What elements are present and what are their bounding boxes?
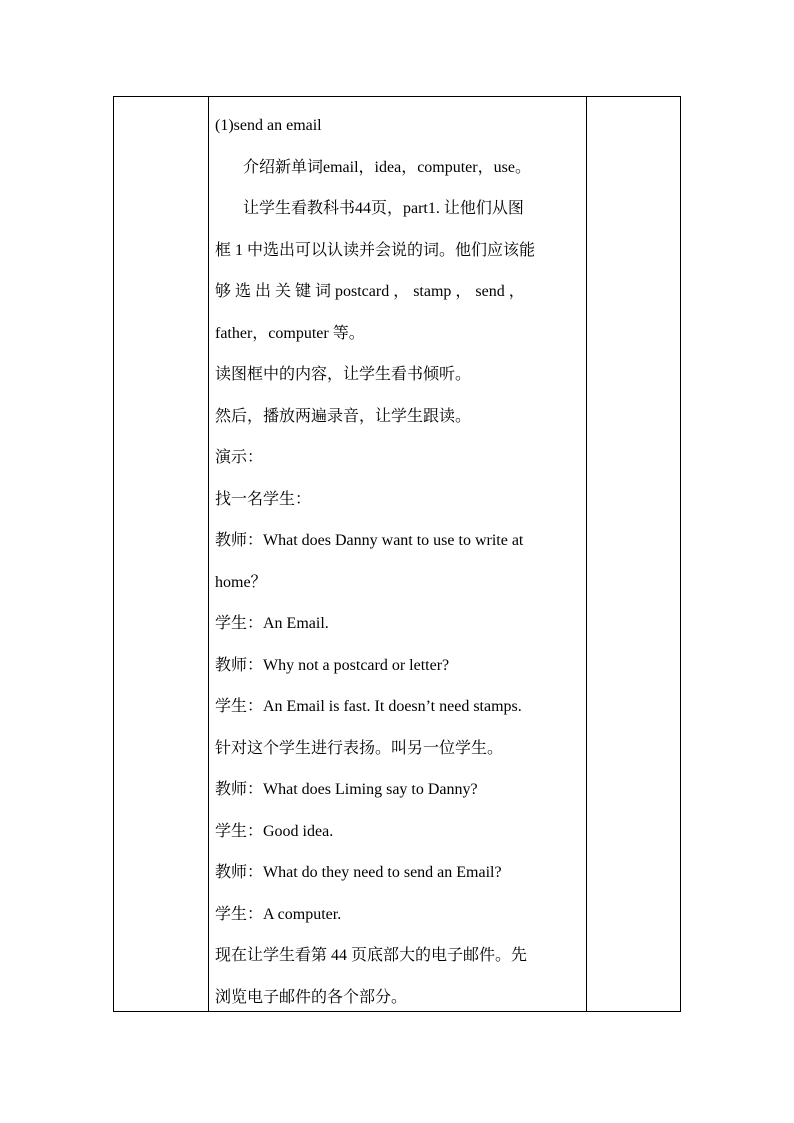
text-line: 然后，播放两遍录音，让学生跟读。 xyxy=(215,407,472,425)
text-line: 学生：A computer. xyxy=(215,905,342,923)
lesson-content-cell xyxy=(215,105,581,1018)
text-line: 学生：An Email is fast. It doesn’t need stamps. xyxy=(215,698,522,715)
text-line: 找一名学生： xyxy=(215,490,312,508)
text-line: (1)send an email xyxy=(215,117,322,134)
column-divider-right xyxy=(586,97,587,1011)
text-line: 教师：What does Danny want to use to write at xyxy=(215,532,524,549)
text-line: 介绍新单词email，idea，computer，use。 xyxy=(243,158,531,176)
text-line: 框 1 中选出可以认读并会说的词。他们应该能 xyxy=(215,241,536,259)
text-line: 针对这个学生进行表扬。叫另一位学生。 xyxy=(215,739,504,757)
column-divider-left xyxy=(208,97,209,1011)
text-line: 读图框中的内容，让学生看书倾听。 xyxy=(215,366,472,383)
text-line: home？ xyxy=(215,573,267,591)
lesson-table xyxy=(113,96,681,1012)
text-line: 浏览电子邮件的各个部分。 xyxy=(215,988,408,1006)
text-line: 让学生看教科书44页，part1. 让他们从图 xyxy=(243,200,524,217)
text-line: 够 选 出 关 键 词 postcard ， stamp ， send ， xyxy=(215,283,525,300)
text-line: 教师：What do they need to send an Email? xyxy=(215,864,502,881)
text-line: 教师：Why not a postcard or letter? xyxy=(215,656,450,674)
text-line: 学生：Good idea. xyxy=(215,822,334,840)
text-line: 学生：An Email. xyxy=(215,615,329,632)
text-line: father，computer 等。 xyxy=(215,324,365,342)
text-line: 教师：What does Liming say to Danny? xyxy=(215,781,478,798)
text-line: 现在让学生看第 44 页底部大的电子邮件。先 xyxy=(215,947,528,964)
text-line: 演示： xyxy=(215,449,264,466)
